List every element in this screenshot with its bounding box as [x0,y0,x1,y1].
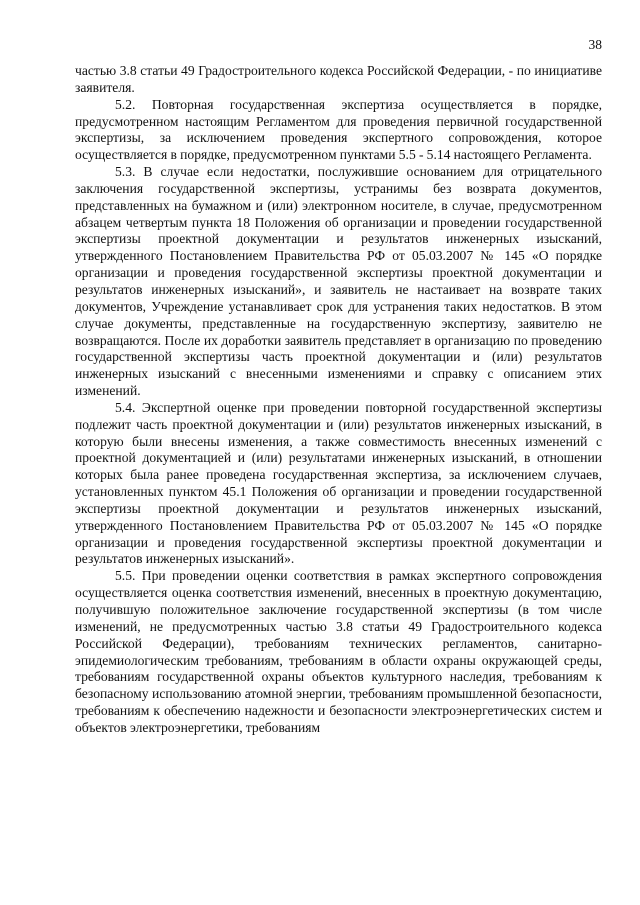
page-number: 38 [588,37,602,52]
paragraph-continuation: частью 3.8 статьи 49 Градостроительного кодекса Российской Федерации, - по инициативе заявителя. [75,63,602,95]
paragraph-5-2: 5.2. Повторная государственная экспертиза осуществляется в порядке, предусмотренном настоящим Регламентом для проведения первичной государственной экспертизы, за исключением проведения экспертного сопровождения, которое осуществляется в порядке, предусмотренном пунктами 5.5 - 5.14 настоящего Регламента. [75,96,602,163]
paragraph-5-4: 5.4. Экспертной оценке при проведении повторной государственной экспертизы подлежит часть проектной документации и (или) результатов инженерных изысканий, в которую были внесены изменения, а также совместимость внесенных изменений с проектной документацией и (или) результатами инженерных изысканий, в отношении которых была ранее проведена государственная экспертиза, за исключением случаев, установленных пунктом 45.1 Положения об организации и проведении государственной экспертизы проектной документации и результатов инженерных изысканий, утвержденного Постановлением Правительства РФ от 05.03.2007 № 145 «О порядке организации и проведения государственной экспертизы проектной документации и результатов инженерных изысканий». [75,399,602,567]
paragraph-5-5: 5.5. При проведении оценки соответствия в рамках экспертного сопровождения осуществляется оценка соответствия изменений, внесенных в проектную документацию, получившую положительное заключение государственной экспертизы (в том числе изменений, не предусмотренных частью 3.8 статьи 49 Градостроительного кодекса Российской Федерации), требованиям технических регламентов, санитарно-эпидемиологическим требованиям, требованиям в области охраны окружающей среды, требованиям государственной охраны объектов культурного наследия, требованиям к безопасному использованию атомной энергии, требованиям промышленной безопасности, требованиям к обеспечению надежности и безопасности электроэнергетических систем и объектов электроэнергетики, требованиям [75,568,602,735]
paragraph-5-3: 5.3. В случае если недостатки, послужившие основанием для отрицательного заключения государственной экспертизы, устранимы без возврата документов, представленных на бумажном и (или) электронном носителе, в случае, предусмотренном абзацем четвертым пункта 18 Положения об организации и проведении государственной экспертизы проектной документации и результатов инженерных изысканий, утвержденного Постановлением Правительства РФ от 05.03.2007 № 145 «О порядке организации и проведения государственной экспертизы проектной документации и результатов инженерных изысканий», и заявитель не настаивает на возврате таких документов, Учреждение устанавливает срок для устранения таких недостатков. В этом случае документы, представленные на государственную экспертизу, заявителю не возвращаются. После их доработки заявитель представляет в организацию по проведению государственной экспертизы часть проектной документации и (или) результатов инженерных изысканий с внесенными изменениями и справку с описанием этих изменений. [75,164,602,399]
body-text [75,63,602,737]
